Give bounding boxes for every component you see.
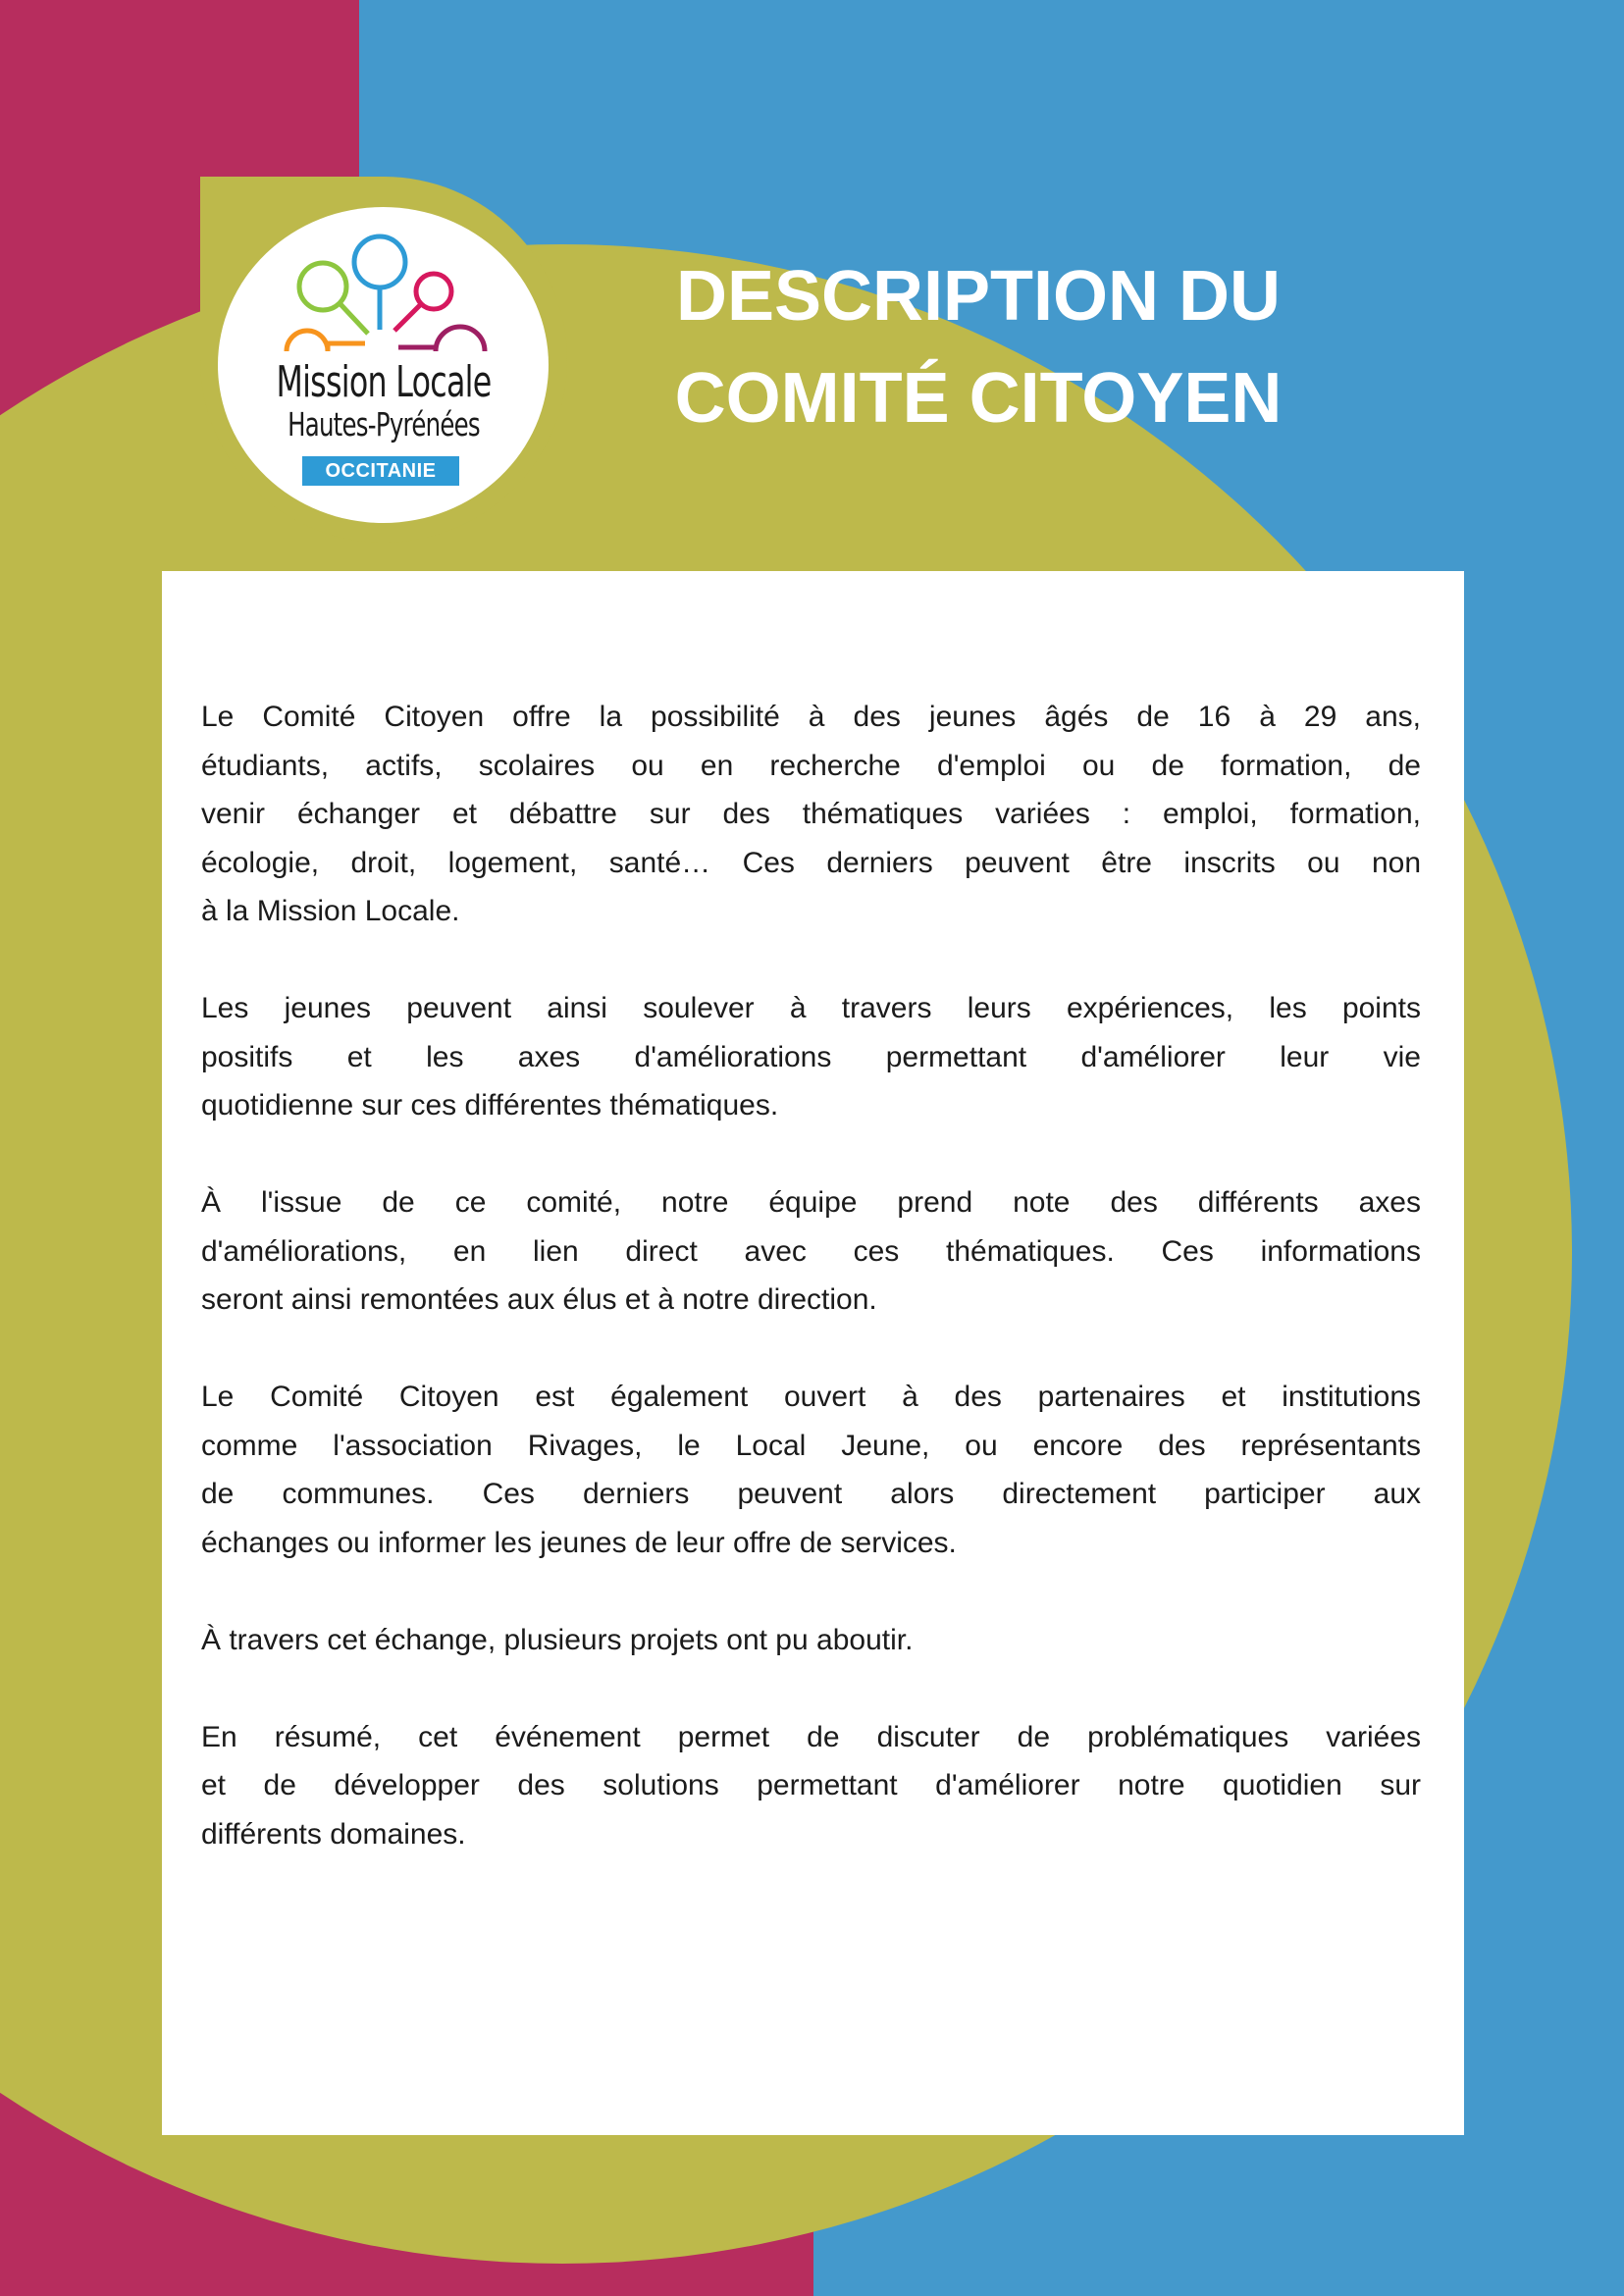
page-title-line-1: DESCRIPTION DU xyxy=(675,257,1282,336)
paragraph-line: différents domaines. xyxy=(201,1817,466,1851)
paragraph-line: Le Comité Citoyen offre la possibilité à des jeunes âgés de 16 à 29 ans, xyxy=(201,701,1421,733)
logo-text-mission-locale: Mission Locale xyxy=(276,357,492,407)
logo xyxy=(200,177,567,543)
paragraph xyxy=(201,1616,1421,1665)
paragraph-line: À travers cet échange, plusieurs projets ont pu aboutir. xyxy=(201,1623,914,1656)
paragraph-line: Les jeunes peuvent ainsi soulever à travers leurs expériences, les points xyxy=(201,992,1421,1024)
paragraph-line: Le Comité Citoyen est également ouvert à des partenaires et institutions xyxy=(201,1381,1421,1413)
logo-badge-occitanie: OCCITANIE xyxy=(302,456,459,486)
paragraph-line: À l'issue de ce comité, notre équipe prend note des différents axes xyxy=(201,1186,1421,1219)
paragraph xyxy=(201,1373,1421,1567)
paragraph-line: et de développer des solutions permettant d'améliorer notre quotidien sur xyxy=(201,1769,1421,1801)
paragraph-line: étudiants, actifs, scolaires ou en recherche d'emploi ou de formation, de xyxy=(201,749,1421,782)
paragraph-line: quotidienne sur ces différentes thématiques. xyxy=(201,1089,779,1122)
paragraph xyxy=(201,1713,1421,1859)
logo-text-hautes-pyrenees: Hautes-Pyrénées xyxy=(288,405,480,444)
paragraph-line: échanges ou informer les jeunes de leur offre de services. xyxy=(201,1526,957,1559)
purple-person-icon xyxy=(398,327,485,351)
paragraph-line: En résumé, cet événement permet de discuter de problématiques variées xyxy=(201,1720,1421,1753)
paragraph xyxy=(201,984,1421,1130)
paragraph-line: comme l'association Rivages, le Local Jeune, ou encore des représentants xyxy=(201,1429,1421,1462)
blue-person-icon xyxy=(354,236,405,330)
paragraph-line: seront ainsi remontées aux élus et à notre direction. xyxy=(201,1283,877,1316)
pink-person-icon xyxy=(394,274,451,331)
paragraph-line: positifs et les axes d'améliorations permettant d'améliorer leur vie xyxy=(201,1040,1421,1073)
paragraph-line: d'améliorations, en lien direct avec ces thématiques. Ces informations xyxy=(201,1234,1421,1268)
page-title-line-2: COMITÉ CITOYEN xyxy=(674,359,1283,438)
paragraph xyxy=(201,1178,1421,1325)
body-text xyxy=(201,693,1421,1907)
orange-person-icon xyxy=(287,331,365,351)
paragraph-line: à la Mission Locale. xyxy=(201,895,460,927)
page-title xyxy=(589,257,1368,461)
paragraph-line: venir échanger et débattre sur des thématiques variées : emploi, formation, xyxy=(201,798,1421,830)
paragraph-line: de communes. Ces derniers peuvent alors directement participer aux xyxy=(201,1478,1421,1510)
paragraph-line: écologie, droit, logement, santé… Ces derniers peuvent être inscrits ou non xyxy=(201,846,1421,879)
paragraph xyxy=(201,693,1421,936)
